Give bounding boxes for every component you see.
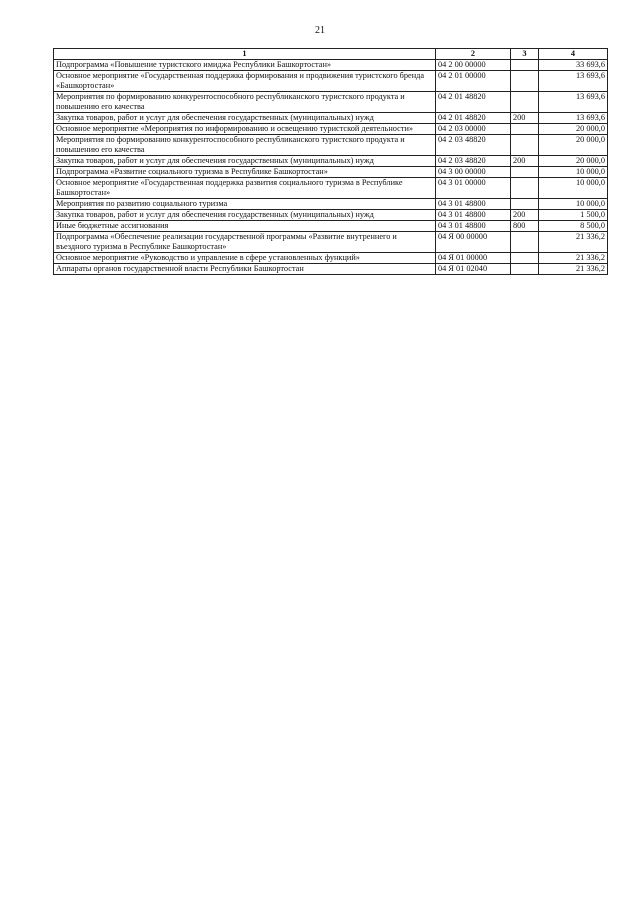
row-type bbox=[511, 92, 539, 113]
row-type: 200 bbox=[511, 113, 539, 124]
row-name: Закупка товаров, работ и услуг для обеспечения государственных (муниципальных) нужд bbox=[54, 210, 436, 221]
row-code: 04 3 01 48800 bbox=[436, 221, 511, 232]
row-type: 200 bbox=[511, 210, 539, 221]
table-row bbox=[54, 124, 608, 135]
row-sum: 20 000,0 bbox=[539, 156, 608, 167]
row-type bbox=[511, 135, 539, 156]
row-code: 04 Я 01 02040 bbox=[436, 264, 511, 275]
table-row bbox=[54, 253, 608, 264]
row-name: Основное мероприятие «Государственная поддержка развития социального туризма в Республике Башкортостан» bbox=[54, 178, 436, 199]
row-type bbox=[511, 124, 539, 135]
row-code: 04 Я 00 00000 bbox=[436, 232, 511, 253]
row-name: Аппараты органов государственной власти Республики Башкортостан bbox=[54, 264, 436, 275]
table-row bbox=[54, 92, 608, 113]
row-code: 04 2 01 48820 bbox=[436, 92, 511, 113]
row-sum: 21 336,2 bbox=[539, 264, 608, 275]
column-header-type: 3 bbox=[511, 49, 539, 60]
row-type: 200 bbox=[511, 156, 539, 167]
row-type bbox=[511, 199, 539, 210]
column-header-code: 2 bbox=[436, 49, 511, 60]
table-row bbox=[54, 264, 608, 275]
row-sum: 33 693,6 bbox=[539, 60, 608, 71]
row-name: Основное мероприятие «Руководство и управление в сфере установленных функций» bbox=[54, 253, 436, 264]
row-name: Основное мероприятие «Мероприятия по информированию и освещению туристской деятельности» bbox=[54, 124, 436, 135]
row-name: Закупка товаров, работ и услуг для обеспечения государственных (муниципальных) нужд bbox=[54, 113, 436, 124]
table-row bbox=[54, 232, 608, 253]
row-sum: 10 000,0 bbox=[539, 167, 608, 178]
row-code: 04 2 01 48820 bbox=[436, 113, 511, 124]
row-sum: 21 336,2 bbox=[539, 253, 608, 264]
row-code: 04 Я 01 00000 bbox=[436, 253, 511, 264]
column-header-sum: 4 bbox=[539, 49, 608, 60]
table-header-row bbox=[54, 49, 608, 60]
row-name: Мероприятия по формированию конкурентоспособного республиканского туристского продукта и повышению его качества bbox=[54, 92, 436, 113]
row-type bbox=[511, 178, 539, 199]
table-row bbox=[54, 113, 608, 124]
row-name: Закупка товаров, работ и услуг для обеспечения государственных (муниципальных) нужд bbox=[54, 156, 436, 167]
row-sum: 13 693,6 bbox=[539, 113, 608, 124]
row-sum: 10 000,0 bbox=[539, 199, 608, 210]
table-row bbox=[54, 221, 608, 232]
row-name: Подпрограмма «Обеспечение реализации государственной программы «Развитие внутреннего и въездного туризма в Республике Башкортостан» bbox=[54, 232, 436, 253]
row-type bbox=[511, 71, 539, 92]
row-type bbox=[511, 167, 539, 178]
table-row bbox=[54, 178, 608, 199]
table-row bbox=[54, 71, 608, 92]
row-code: 04 3 00 00000 bbox=[436, 167, 511, 178]
table-row bbox=[54, 210, 608, 221]
row-name: Подпрограмма «Повышение туристского имиджа Республики Башкортостан» bbox=[54, 60, 436, 71]
row-sum: 1 500,0 bbox=[539, 210, 608, 221]
row-type bbox=[511, 253, 539, 264]
row-sum: 13 693,6 bbox=[539, 71, 608, 92]
row-type bbox=[511, 232, 539, 253]
table-row bbox=[54, 135, 608, 156]
row-sum: 8 500,0 bbox=[539, 221, 608, 232]
row-code: 04 3 01 00000 bbox=[436, 178, 511, 199]
row-code: 04 2 03 48820 bbox=[436, 135, 511, 156]
table-row bbox=[54, 199, 608, 210]
row-sum: 10 000,0 bbox=[539, 178, 608, 199]
row-sum: 20 000,0 bbox=[539, 124, 608, 135]
row-type: 800 bbox=[511, 221, 539, 232]
row-name: Мероприятия по формированию конкурентоспособного республиканского туристского продукта и повышению его качества bbox=[54, 135, 436, 156]
table-row bbox=[54, 60, 608, 71]
row-name: Иные бюджетные ассигнования bbox=[54, 221, 436, 232]
row-name: Основное мероприятие «Государственная поддержка формирования и продвижения туристского бренда «Башкортостан» bbox=[54, 71, 436, 92]
column-header-name: 1 bbox=[54, 49, 436, 60]
row-sum: 20 000,0 bbox=[539, 135, 608, 156]
row-sum: 21 336,2 bbox=[539, 232, 608, 253]
row-code: 04 2 00 00000 bbox=[436, 60, 511, 71]
page-number: 21 bbox=[315, 25, 325, 36]
row-code: 04 2 01 00000 bbox=[436, 71, 511, 92]
row-code: 04 3 01 48800 bbox=[436, 199, 511, 210]
row-code: 04 2 03 00000 bbox=[436, 124, 511, 135]
row-type bbox=[511, 60, 539, 71]
budget-table bbox=[53, 48, 608, 275]
table-row bbox=[54, 156, 608, 167]
row-code: 04 3 01 48800 bbox=[436, 210, 511, 221]
row-sum: 13 693,6 bbox=[539, 92, 608, 113]
row-name: Подпрограмма «Развитие социального туризма в Республике Башкортостан» bbox=[54, 167, 436, 178]
table-row bbox=[54, 167, 608, 178]
row-type bbox=[511, 264, 539, 275]
row-name: Мероприятия по развитию социального туризма bbox=[54, 199, 436, 210]
row-code: 04 2 03 48820 bbox=[436, 156, 511, 167]
